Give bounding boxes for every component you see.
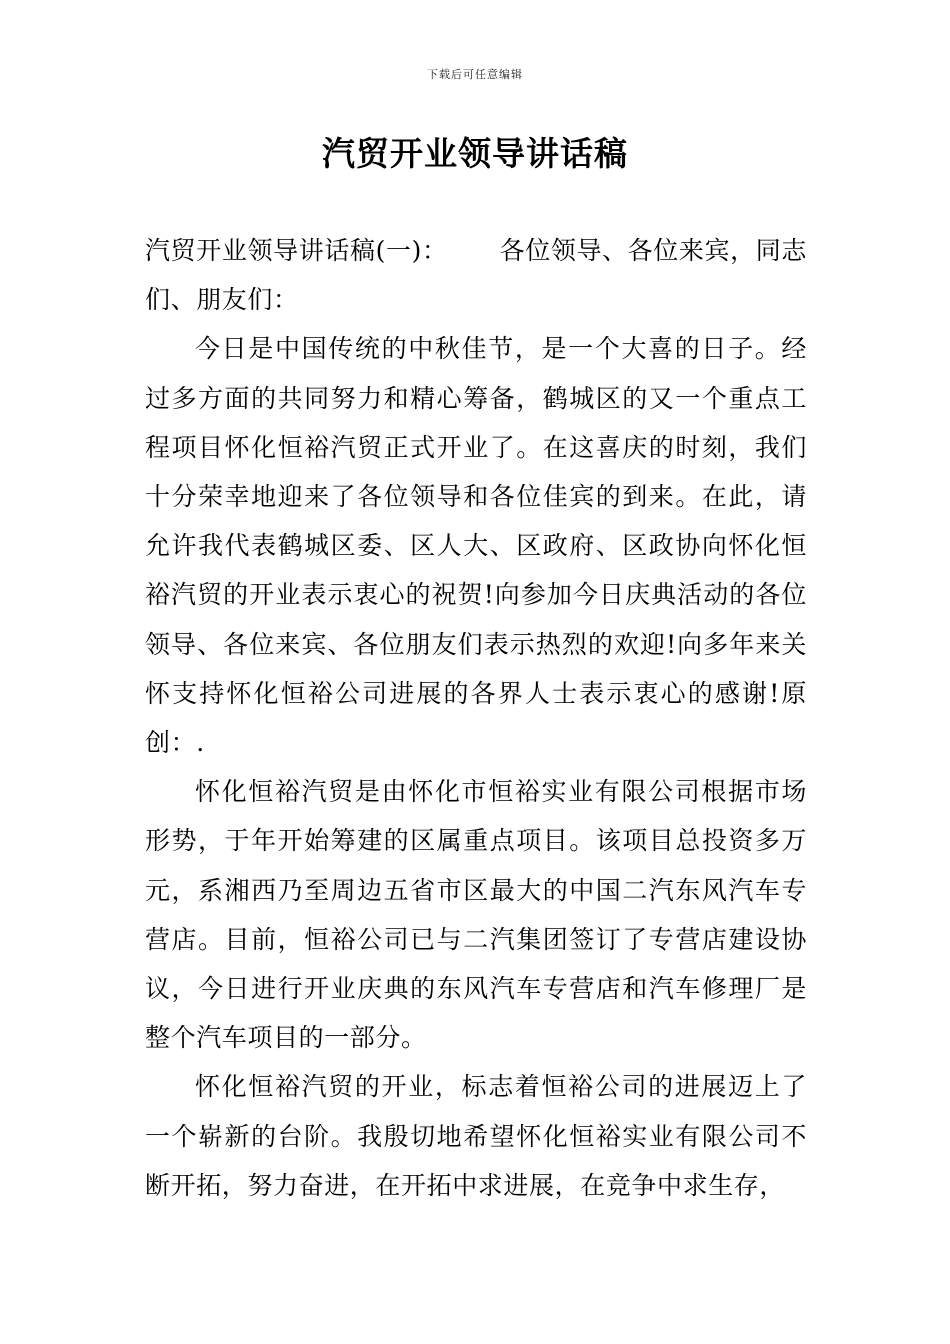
paragraph-greeting: 今日是中国传统的中秋佳节，是一个大喜的日子。经过多方面的共同努力和精心筹备，鹤城区的又一个重点工程项目怀化恒裕汽贸正式开业了。在这喜庆的时刻，我们十分荣幸地迎来了各位领导和各位佳宾的到来。在此，请允许我代表鹤城区委、区人大、区政府、区政协向怀化恒裕汽贸的开业表示衷心的祝贺!向参加今日庆典活动的各位领导、各位来宾、各位朋友们表示热烈的欢迎!向多年来关怀支持怀化恒裕公司进展的各界人士表示衷心的感谢!原创：. — [145, 334, 807, 758]
document-body — [145, 226, 807, 1210]
header-note: 下载后可任意编辑 — [427, 68, 523, 81]
opening-lead: 汽贸开业领导讲话稿(一)： — [145, 236, 448, 265]
document-title: 汽贸开业领导讲话稿 — [322, 134, 628, 173]
paragraph-significance: 怀化恒裕汽贸的开业，标志着恒裕公司的进展迈上了一个崭新的台阶。我殷切地希望怀化恒裕实业有限公司不断开拓，努力奋进，在开拓中求进展，在竞争中求生存， — [145, 1072, 807, 1200]
paragraph-project: 怀化恒裕汽贸是由怀化市恒裕实业有限公司根据市场形势，于年开始筹建的区属重点项目。该项目总投资多万元，系湘西乃至周边五省市区最大的中国二汽东风汽车专营店。目前，恒裕公司已与二汽集团签订了专营店建设协议，今日进行开业庆典的东风汽车专营店和汽车修理厂是整个汽车项目的一部分。 — [145, 777, 807, 1053]
opening-salutation: 各位领导、各位来宾，同志们、朋友们： — [145, 236, 807, 315]
opening-paragraph — [145, 226, 807, 324]
